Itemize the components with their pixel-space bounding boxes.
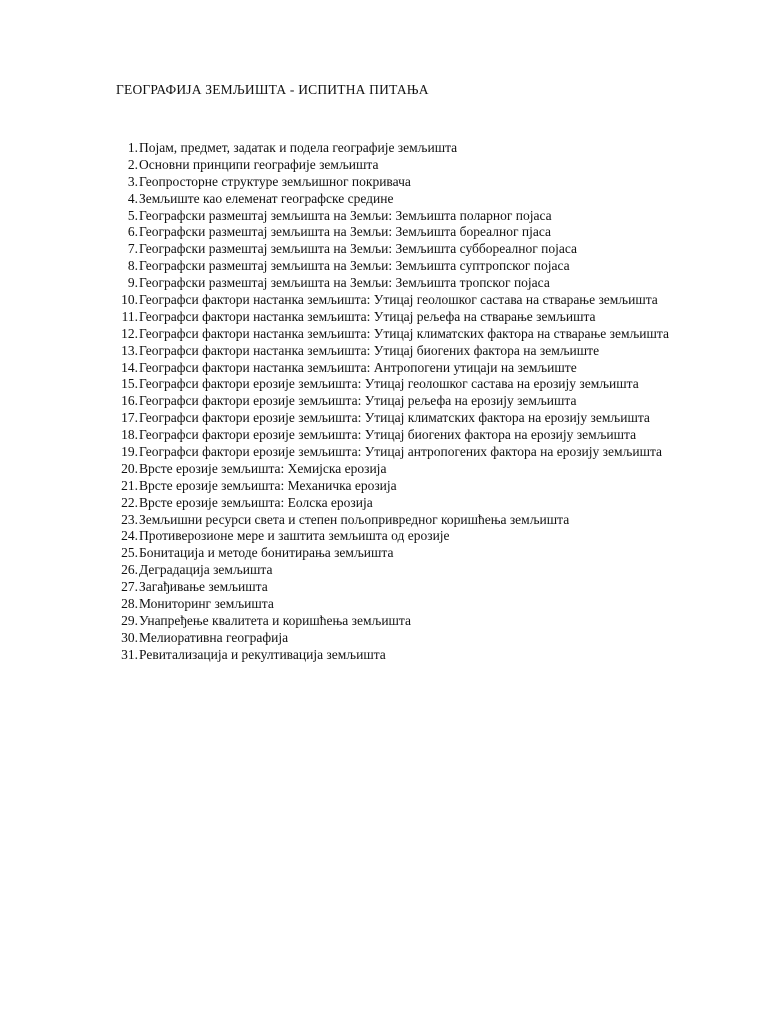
question-item [112,444,676,461]
question-text: Основни принципи географије земљишта [139,156,379,172]
question-text: Земљишни ресурси света и степен пољопривредног коришћења земљишта [139,511,570,527]
question-item [112,360,676,377]
question-number: 26. [121,562,138,578]
question-number: 19. [121,444,138,460]
question-text: Географси фактори настанка земљишта: Утицај климатских фактора на стварање земљишта [139,325,669,341]
question-number: 15. [121,376,138,392]
question-text: Мониторинг земљишта [139,596,274,612]
question-text: Географски размештај земљишта на Земљи: Земљишта тропског појаса [139,275,550,291]
question-item [112,157,676,174]
question-item [112,140,676,157]
document-title: ГЕОГРАФИЈА ЗЕМЉИШТА - ИСПИТНА ПИТАЊА [116,82,429,97]
question-number: 2. [127,156,138,172]
question-text: Врсте ерозије земљишта: Хемијска ерозија [139,460,387,476]
question-number: 27. [121,579,138,595]
question-number: 10. [121,292,138,308]
question-item [112,427,676,444]
question-number: 12. [121,325,138,341]
question-text: Географски размештај земљишта на Земљи: Земљишта суббореалног појаса [139,241,578,257]
question-text: Унапређење квалитета и коришћења земљишта [139,612,411,628]
question-item [112,596,676,613]
question-text: Мелиоративна географија [139,629,289,645]
question-text: Врсте ерозије земљишта: Еолска ерозија [139,494,373,510]
question-item [112,376,676,393]
question-number: 4. [127,190,138,206]
question-item [112,495,676,512]
question-item [112,326,676,343]
question-number: 14. [121,359,138,375]
question-number: 3. [127,173,138,189]
question-number: 18. [121,427,138,443]
question-item [112,393,676,410]
question-list [112,140,676,664]
question-number: 9. [127,275,138,291]
question-number: 28. [121,596,138,612]
question-number: 20. [121,460,138,476]
question-number: 24. [121,528,138,544]
question-text: Географски размештај земљишта на Земљи: Земљишта бореалног пјаса [139,224,552,240]
question-number: 13. [121,342,138,358]
question-text: Географски размештај земљишта на Земљи: Земљишта поларног појаса [139,207,552,223]
question-text: Појам, предмет, задатак и подела географије земљишта [139,140,458,155]
question-item [112,410,676,427]
question-number: 5. [127,207,138,223]
question-item [112,545,676,562]
question-text: Географси фактори настанка земљишта: Утицај биогених фактора на земљиште [139,342,600,358]
question-text: Бонитација и методе бонитирања земљишта [139,545,394,561]
question-item [112,562,676,579]
question-item [112,461,676,478]
question-number: 6. [127,224,138,240]
question-number: 29. [121,612,138,628]
question-number: 17. [121,410,138,426]
question-number: 21. [121,477,138,493]
question-number: 1. [127,140,138,155]
question-number: 30. [121,629,138,645]
question-item [112,275,676,292]
question-item [112,528,676,545]
question-item [112,343,676,360]
question-number: 23. [121,511,138,527]
question-number: 11. [121,308,138,324]
question-item [112,613,676,630]
question-number: 25. [121,545,138,561]
question-item [112,241,676,258]
question-item [112,647,676,664]
question-text: Географси фактори ерозије земљишта: Утицај рељефа на ерозију земљишта [139,393,577,409]
question-item [112,174,676,191]
question-item [112,208,676,225]
question-item [112,258,676,275]
question-text: Географси фактори ерозије земљишта: Утицај биогених фактора на ерозију земљишта [139,427,637,443]
question-number: 16. [121,393,138,409]
question-number: 8. [127,258,138,274]
question-item [112,512,676,529]
question-item [112,579,676,596]
question-text: Географси фактори настанка земљишта: Утицај геолошког састава на стварање земљишта [139,292,658,308]
question-text: Земљиште као елеменат географске средине [139,190,394,206]
question-item [112,630,676,647]
question-number: 22. [121,494,138,510]
question-text: Деградација земљишта [139,562,273,578]
question-text: Врсте ерозије земљишта: Механичка ерозија [139,477,397,493]
question-item [112,292,676,309]
question-text: Географси фактори ерозије земљишта: Утицај геолошког састава на ерозију земљишта [139,376,639,392]
question-number: 31. [121,646,138,662]
question-item [112,309,676,326]
question-text: Геопросторне структуре земљишног покривача [139,173,411,189]
question-text: Географски размештај земљишта на Земљи: Земљишта суптропског појаса [139,258,570,274]
question-item [112,191,676,208]
question-number: 7. [127,241,138,257]
question-text: Географси фактори настанка земљишта: Антропогени утицаји на земљиште [139,359,577,375]
question-item [112,478,676,495]
question-text: Загађивање земљишта [139,579,268,595]
question-text: Географси фактори настанка земљишта: Утицај рељефа на стварање земљишта [139,308,596,324]
question-text: Географси фактори ерозије земљишта: Утицај климатских фактора на ерозију земљишта [139,410,650,426]
question-text: Географси фактори ерозије земљишта: Утицај антропогених фактора на ерозију земљишта [139,444,663,460]
question-text: Противерозионе мере и заштита земљишта од ерозије [139,528,450,544]
question-text: Ревитализација и рекултивација земљишта [139,646,386,662]
question-item [112,224,676,241]
